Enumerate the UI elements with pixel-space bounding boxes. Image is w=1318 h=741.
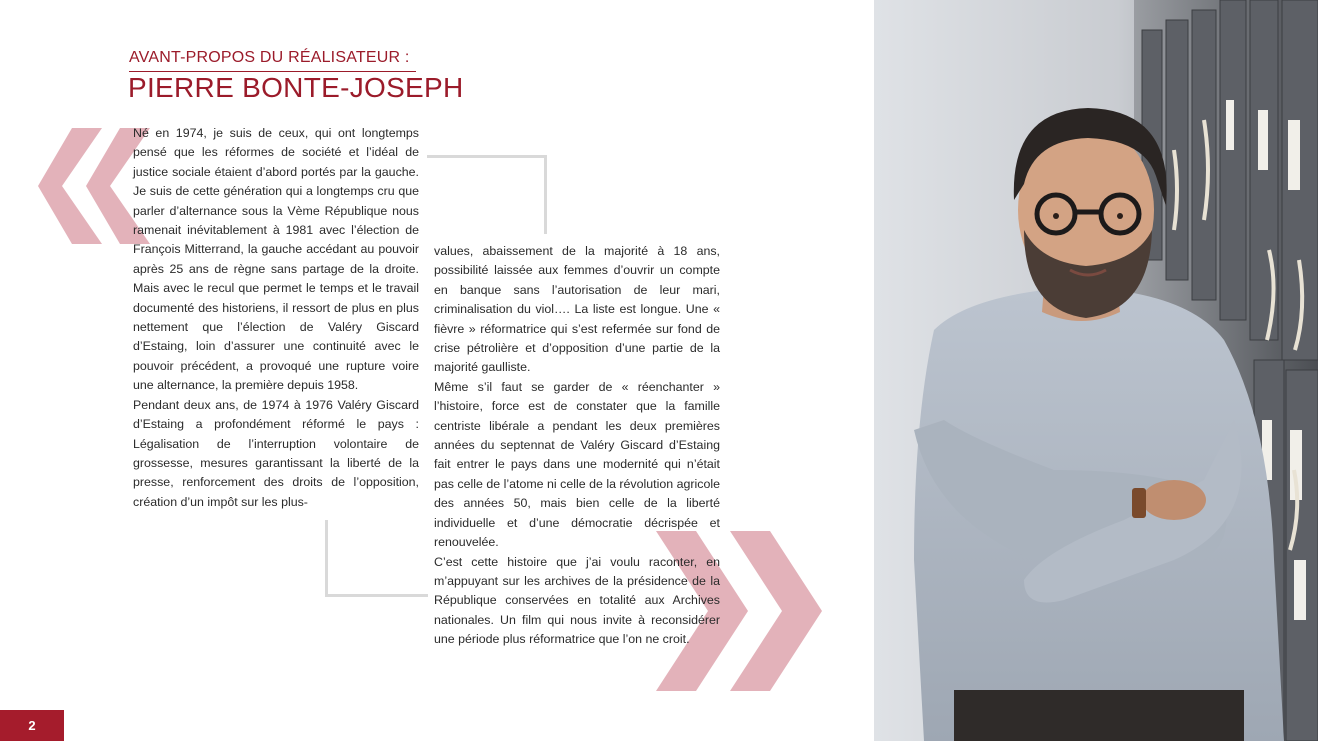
- text-column-left: [133, 124, 419, 512]
- paragraph: Pendant deux ans, de 1974 à 1976 Valéry Giscard d’Estaing a profondément réformé le pays : Légalisation de l’interruption volontaire de grossesse, mesures garantissant la liberté de la presse, renforcement des droits de l’opposition, création d’un impôt sur les plus-: [133, 397, 419, 509]
- paragraph: C’est cette histoire que j’ai voulu raconter, en m’appuyant sur les archives de la présidence de la République conservées en totalité aux Archives nationales. Un film qui nous invite à reconsidérer une période plus réformatrice que l’on ne croit.: [434, 554, 720, 647]
- frame-corner-bottom: [325, 520, 428, 597]
- paragraph: Né en 1974, je suis de ceux, qui ont longtemps pensé que les réformes de société et l’idéal de justice sociale étaient d’abord portés par la gauche. Je suis de cette génération qui a longtemps cru que parler d’alternance sous la Vème République nous ramenait inévitablement à 1981 avec l’élection de François Mitterrand, la gauche accédant au pouvoir après 25 ans de règne sans partage de la droite. Mais avec le recul que permet le temps et le travail documenté des historiens, il ressort de plus en plus nettement que l’élection de Valéry Giscard d’Estaing, loin d’assurer une continuité avec le pouvoir précédent, a provoqué une rupture voire une alternance, la première depuis 1958.: [133, 126, 419, 393]
- paragraph: Même s’il faut se garder de « réenchanter » l’histoire, force est de constater que la famille centriste libérale a pendant les deux premières années du septennat de Valéry Giscard d’Estaing fait entrer le pays dans une modernité qui n’était pas celle de l’atome ni celle de la révolution agricole des années 50, mais bien celle de la liberté individuelle et d’une démocratie décrispée et renouvelée.: [434, 379, 720, 550]
- page-number-badge: 2: [0, 710, 64, 741]
- section-kicker: AVANT-PROPOS DU RÉALISATEUR :: [129, 49, 410, 66]
- page-title: PIERRE BONTE-JOSEPH: [128, 72, 464, 103]
- paragraph: values, abaissement de la majorité à 18 ans, possibilité laissée aux femmes d’ouvrir un compte en banque sans l’autorisation de leur mari, criminalisation du viol…. La liste est longue. Une « fièvre » réformatrice qui s’est refermée sur fond de crise pétrolière et d’opposition d’une partie de la majorité gaulliste.: [434, 244, 720, 375]
- frame-corner-top: [427, 155, 547, 234]
- text-column-right: [434, 242, 720, 650]
- portrait-photo: [874, 0, 1318, 741]
